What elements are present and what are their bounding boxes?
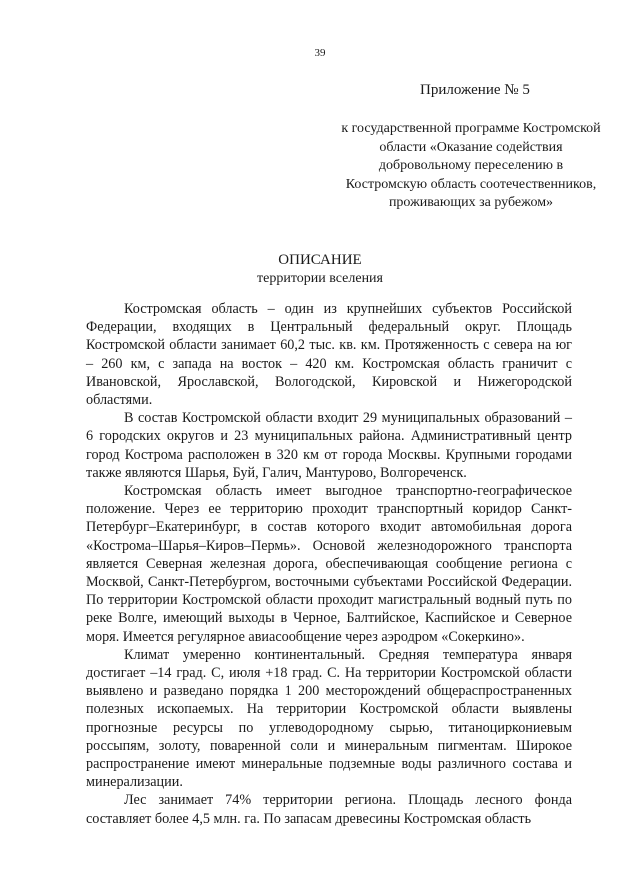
appendix-title: Приложение № 5 bbox=[420, 82, 530, 98]
paragraph-transport: Костромская область имеет выгодное транспортно-географическое положение. Через ее территорию проходит транспортный коридор Санкт-Петербург–Екатеринбург, в состав которого входит автомобильная дорога «Кострома–Шарья–Киров–Пермь». Основой железнодорожного транспорта является Северная железная дорога, обеспечивающая сообщение региона с Москвой, Санкт-Петербургом, восточными субъектами Российской Федерации. По территории Костромской области проходит магистральный водный путь по реке Волге, имеющий выходы в Черное, Балтийское, Каспийское и Северное моря. Имеется регулярное авиасообщение через аэродром «Сокеркино». bbox=[86, 483, 572, 645]
appendix-subtitle: к государственной программе Костромской области «Оказание содействия добровольному переселению в Костромскую область соотечественников, проживающих за рубежом» bbox=[341, 121, 601, 210]
paragraph-municipalities: В состав Костромской области входит 29 муниципальных образований – 6 городских округов и 23 муниципальных района. Административный центр город Кострома расположен в 320 км от города Москвы. Крупными городами также являются Шарья, Буй, Галич, Мантурово, Волгореченск. bbox=[86, 410, 572, 481]
paragraph-climate: Климат умеренно континентальный. Средняя температура января достигает –14 град. С, июля +18 град. С. На территории Костромской области выявлено и разведано порядка 1 200 месторождений общераспространенных полезных ископаемых. На территории Костромской области выявлены прогнозные ресурсы по углеводородному сырью, титаноциркониевым россыпям, золоту, поваренной соли и минеральным пигментам. Широкое распространение имеют минеральные подземные воды различного состава и минерализации. bbox=[86, 646, 572, 791]
paragraph-area: Костромская область – один из крупнейших субъектов Российской Федерации, входящих в Центральный федеральный округ. Площадь Костромской области занимает 60,2 тыс. кв. км. Протяженность с севера на юг – 260 км, с запада на восток – 420 км. Костромская область граничит с Ивановской, Ярославской, Вологодской, Кировской и Нижегородской областями. bbox=[86, 301, 572, 409]
paragraph-forest: Лес занимает 74% территории региона. Площадь лесного фонда составляет более 4,5 млн. га. По запасам древесины Костромская область bbox=[86, 792, 572, 827]
document-title: ОПИСАНИЕ bbox=[278, 252, 362, 268]
page-number: 39 bbox=[314, 47, 326, 59]
body-text bbox=[86, 300, 572, 828]
document-subtitle: территории вселения bbox=[257, 271, 383, 286]
